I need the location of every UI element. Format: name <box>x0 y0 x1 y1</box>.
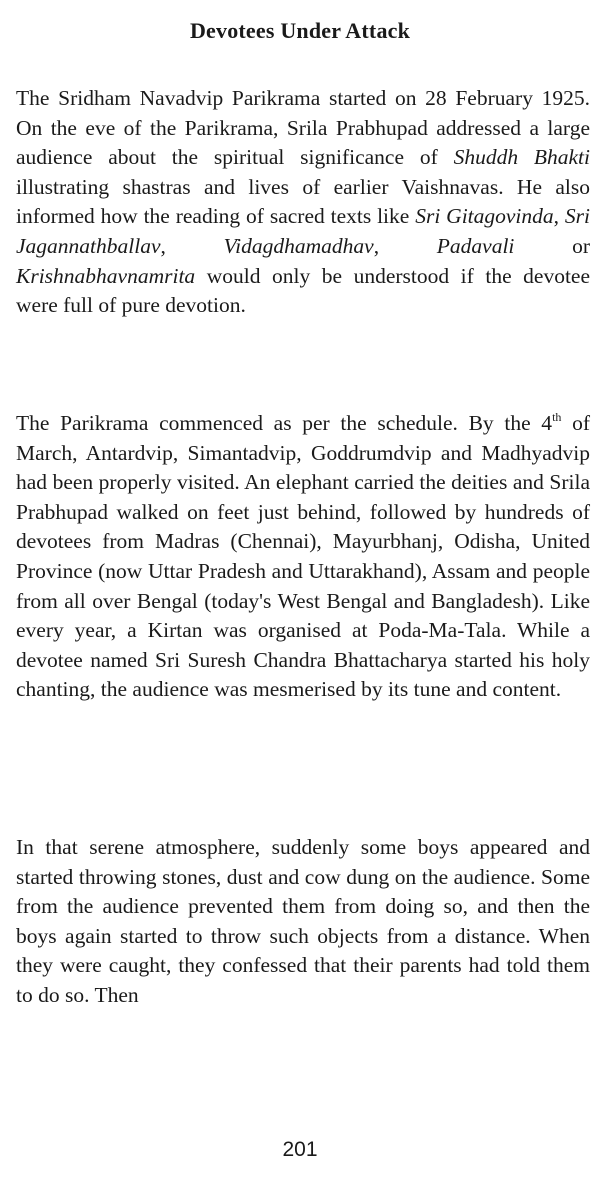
ordinal-suffix: th <box>552 410 562 424</box>
paragraph-2-text: of March, Antardvip, Simantadvip, Goddrumdvip and Madhyadvip had been properly visited. An elephant carried the deities and Srila Prabhupad walked on feet just behind, followed by hundreds of devotees from Madras (Chennai), Mayurbhanj, Odisha, United Province (now Uttar Pradesh and Uttarakhand), Assam and people from all over Bengal (today's West Bengal and Bangladesh). Like every year, a Kirtan was organised at Poda-Ma-Tala. While a devotee named Sri Suresh Chandra Bhattacharya started his holy chanting, the audience was mesmerised by its tune and content. <box>16 411 590 702</box>
italic-term: Shuddh Bhakti <box>453 145 590 170</box>
paragraph-2 <box>16 409 590 705</box>
conjunction-text: or <box>514 233 590 258</box>
italic-title: Sri Gitagovinda <box>415 204 554 229</box>
comma-separator: , <box>373 233 437 258</box>
italic-title: Krishnabhavnamrita <box>16 263 196 288</box>
paragraph-1 <box>16 84 590 321</box>
comma-separator: , <box>553 204 565 229</box>
paragraph-2-text: The Parikrama commenced as per the schedule. By the 4 <box>16 411 553 435</box>
page-number: 201 <box>282 1138 318 1161</box>
paragraph-1-text: illustrating shastras and lives of earlier Vaishnavas. He also informed how the reading of sacred texts like <box>16 174 590 229</box>
italic-title: Vidagdhamadhav <box>223 233 374 258</box>
italic-title: Padavali <box>436 233 515 258</box>
paragraph-1-text: would only be understood if the devotee were full of pure devotion. <box>16 263 590 318</box>
paragraph-1-text: The Sridham Navadvip Parikrama started on 28 February 1925. On the eve of the Parikrama, Srila Prabhupad addressed a large audience about the spiritual significance of <box>16 86 590 170</box>
comma-separator: , <box>160 233 224 258</box>
paragraph-3 <box>16 833 590 1011</box>
paragraph-3-text: In that serene atmosphere, suddenly some boys appeared and started throwing stones, dust and cow dung on the audience. Some from the audience prevented them from doing so, and then the boys again started to throw such objects from a distance. When they were caught, they confessed that their parents had told them to do so. Then <box>16 835 590 1007</box>
italic-title: Sri Jagannathballav <box>16 204 590 258</box>
chapter-title: Devotees Under Attack <box>189 18 411 43</box>
